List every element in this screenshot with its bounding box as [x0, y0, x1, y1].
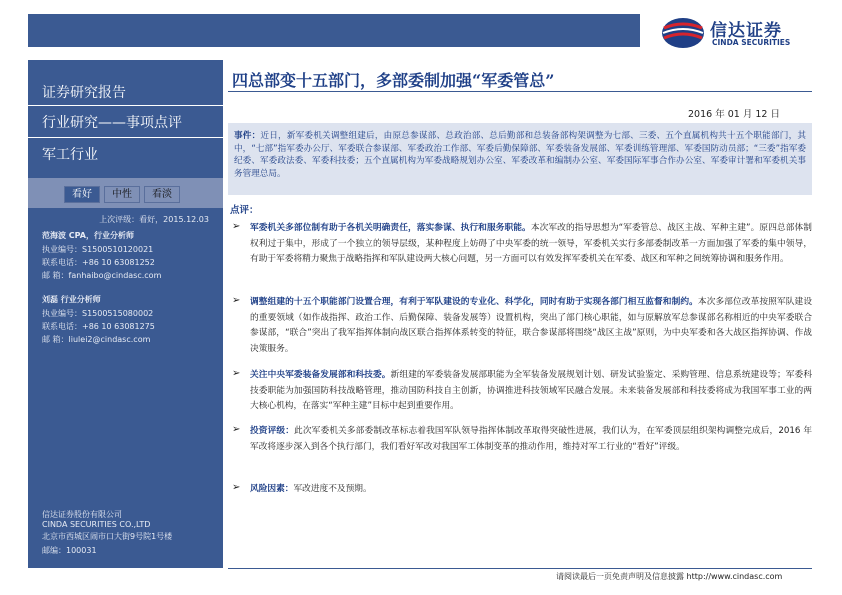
arrow-bullet-icon: ➢ [232, 221, 241, 232]
footer-disclaimer: 请阅读最后一页免责声明及信息披露 http://www.cindasc.com [556, 572, 783, 581]
event-text [234, 130, 806, 180]
analyst1-email: 邮 箱：fanhaibo@cindasc.com [42, 271, 162, 280]
sidebar-divider [28, 137, 223, 138]
analyst2-email: 邮 箱：liulei2@cindasc.com [42, 335, 151, 344]
sidebar [28, 60, 223, 568]
analyst1-phone: 联系电话：+86 10 63081252 [42, 258, 155, 267]
event-label: 事件： [234, 131, 261, 141]
event-box [228, 123, 812, 195]
bullet-text: 调整组建的十五个职能部门设置合理，有利于军队建设的专业化、科学化，同时有助于实现各部门相互监督和制约。本次多部位改革按照军队建设的重要领域（如作战指挥、政治工作、后勤保障、装备发展等）设置机构，突出了部门核心职能，如与原解放军总参谋部名称相近的中央军委联合参谋部，“联合”突出了我军指挥体制向战区联合指挥体系转变的特征，联合参谋部将围绕“战区主战”原则，为中央军委和各大战区指挥协调、作战决策服务。 [250, 297, 813, 354]
last-rating: 上次评级：看好，2015.12.03 [99, 215, 209, 224]
analyst2-name: 刘磊 行业分析师 [42, 295, 101, 304]
comment-label: 点评： [230, 205, 259, 216]
analyst2-license: 执业编号：S1500515080002 [42, 309, 154, 318]
cinda-logo-icon [660, 16, 706, 50]
arrow-bullet-icon: ➢ [232, 482, 241, 493]
bullet-text: 风险因素：军改进度不及预期。 [250, 484, 372, 494]
research-type: 行业研究——事项点评 [42, 115, 182, 131]
company-name-cn: 信达证券股份有限公司 [42, 510, 122, 519]
cinda-logo [660, 14, 810, 54]
analyst1-name: 范海波 CPA，行业分析师 [42, 231, 134, 240]
bullet-text: 关注中央军委装备发展部和科技委。新组建的军委装备发展部职能为全军装备发展规划计划、研发试验鉴定、采购管理、信息系统建设等；军委科技委职能为加强国防科技战略管理，推动国防科技自主创新，协调推进科技领域军民融合发展。未来装备发展部和科技委将成为我国军事工业的两大核心机构，在落实“军种主建”目标中起到重要作用。 [250, 370, 813, 411]
industry-name: 军工行业 [42, 147, 98, 163]
title-divider [228, 91, 812, 92]
arrow-bullet-icon: ➢ [232, 368, 241, 379]
company-postcode: 邮编：100031 [42, 546, 97, 555]
rating-box [28, 178, 223, 208]
logo-en-text: CINDA SECURITIES [712, 38, 791, 47]
analyst2-phone: 联系电话：+86 10 63081275 [42, 322, 155, 331]
footer-divider [228, 568, 812, 569]
arrow-bullet-icon: ➢ [232, 424, 241, 435]
company-address: 北京市西城区闹市口大街9号院1号楼 [42, 532, 173, 541]
event-body: 近日，新军委机关调整组建后，由原总参谋部、总政治部、总后勤部和总装备部构架调整为七部、三委、五个直属机构共十五个职能部门，其中，“七部”指军委办公厅、军委联合参谋部、军委政治工作部、军委后勤保障部、军委装备发展部、军委训练管理部、军委国防动员部；“三委”指军委纪委、军委政法委、军委科技委；五个直属机构为军委战略规划办公室、军委改革和编制办公室、军委国际军事合作办公室、军委审计署和军委机关事务管理总局。 [234, 131, 806, 179]
rating-bullish: 看好 [64, 186, 100, 203]
arrow-bullet-icon: ➢ [232, 295, 241, 306]
report-type: 证券研究报告 [42, 85, 126, 101]
analyst1-license: 执业编号：S1500510120021 [42, 245, 154, 254]
company-name-en: CINDA SECURITIES CO.,LTD [42, 520, 151, 529]
report-date: 2016 年 01 月 12 日 [688, 109, 780, 120]
logo-cn-text: 信达证券 [710, 21, 782, 41]
bullet-text: 军委机关多部位制有助于各机关明确责任，落实参谋、执行和服务职能。本次军改的指导思想为“军委管总、战区主战、军种主建”。原四总部体制权利过于集中，形成了一个独立的领导层级，某种程度上妨碍了中央军委的统一领导，军委机关实行多部委制改革一方面加强了军委的集中领导，有助于军委将精力聚焦于战略指挥和军队建设两大核心问题，另一方面可以有效发挥军委机关在军委、战区和军种之间统筹协调和服务作用。 [250, 223, 812, 264]
page-title: 四总部变十五部门，多部委制加强“军委管总” [232, 71, 555, 90]
rating-neutral: 中性 [104, 186, 140, 203]
rating-bearish: 看淡 [144, 186, 180, 203]
bullet-text: 投资评级：此次军委机关多部委制改革标志着我国军队领导指挥体制改革取得突破性进展，我们认为，在军委顶层组织架构调整完成后，2016 年军改将逐步深入到各个执行部门，我们看好军改对我国军工体制变革的推动作用，维持对军工行业的“看好”评级。 [250, 426, 813, 452]
sidebar-divider [28, 105, 223, 106]
header-bar [28, 14, 640, 47]
